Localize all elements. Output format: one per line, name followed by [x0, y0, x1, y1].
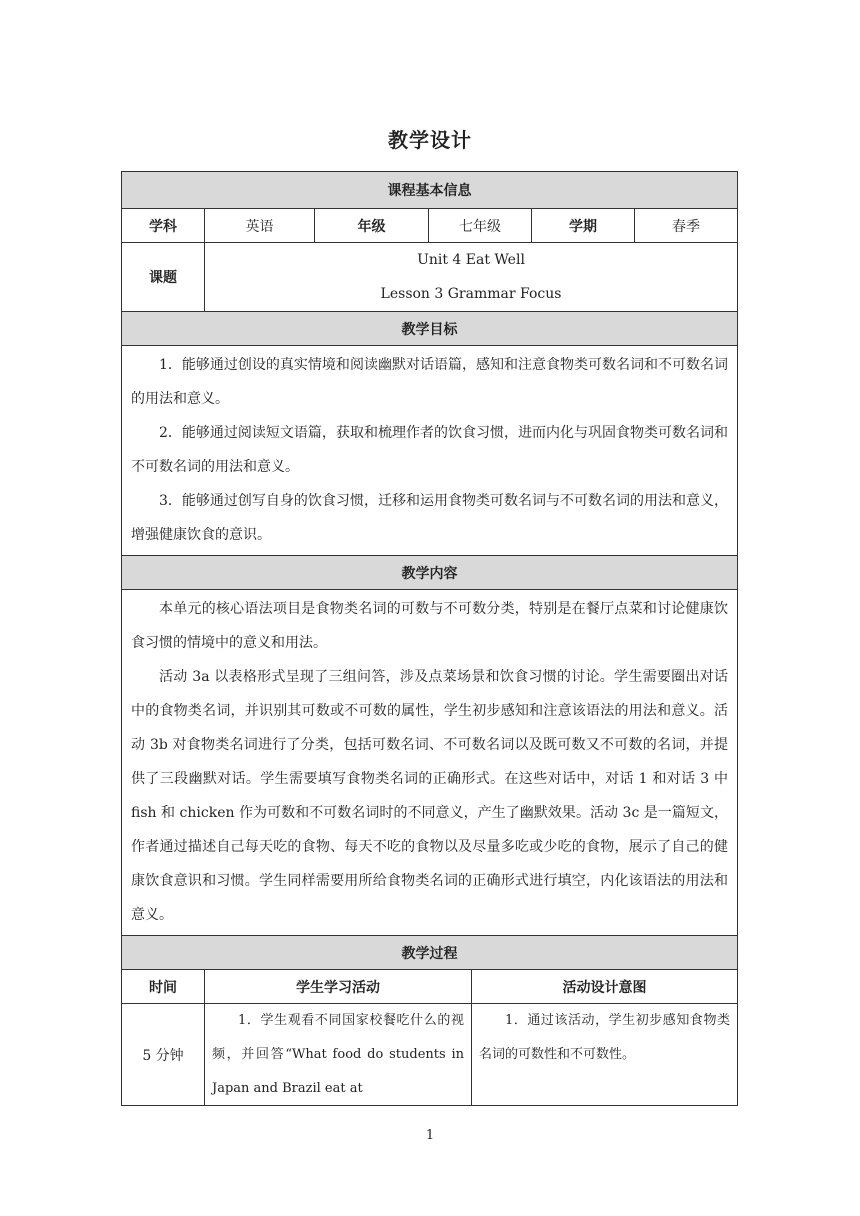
section-header-process [122, 935, 737, 969]
col-intent-header: 活动设计意图 [471, 970, 737, 1003]
topic-label: 课题 [149, 270, 177, 286]
process-intent-cell [471, 1004, 737, 1105]
process-activity: 1．学生观看不同国家校餐吃什么的视频，并回答“What food do students in Japan and Brazil eat at [212, 1013, 464, 1096]
objectives-body [122, 346, 737, 555]
process-row [122, 1003, 737, 1105]
topic-value [204, 243, 737, 311]
objective-item: 1．能够通过创设的真实情境和阅读幽默对话语篇，感知和注意食物类可数名词和不可数名词的用法和意义。 [131, 357, 728, 407]
content-paragraph: 本单元的核心语法项目是食物类名词的可数与不可数分类，特别是在餐厅点菜和讨论健康饮食习惯的情境中的意义和用法。 [131, 601, 728, 651]
process-column-header-row [122, 969, 737, 1003]
subject-grade-term-row [122, 208, 737, 242]
subject-value: 英语 [204, 209, 314, 242]
process-intent: 1．通过该活动，学生初步感知食物类名词的可数性和不可数性。 [479, 1013, 730, 1062]
topic-line-2: Lesson 3 Grammar Focus [380, 286, 562, 302]
objectives-body-row [122, 345, 737, 555]
section-header-objectives [122, 311, 737, 345]
grade-label: 年级 [314, 209, 428, 242]
section-header-basic-info [122, 172, 737, 208]
grade-value: 七年级 [428, 209, 531, 242]
page-number: 1 [425, 1128, 435, 1143]
content-body-row [122, 589, 737, 935]
col-activity-header: 学生学习活动 [204, 970, 471, 1003]
process-time: 5 分钟 [142, 1047, 184, 1064]
lesson-plan-table [121, 171, 738, 1106]
objectives-header: 教学目标 [122, 312, 737, 345]
col-time-header: 时间 [149, 979, 177, 996]
term-label: 学期 [531, 209, 634, 242]
process-header: 教学过程 [122, 936, 737, 969]
process-activity-cell [204, 1004, 471, 1105]
basic-info-header: 课程基本信息 [122, 172, 737, 208]
term-value: 春季 [634, 209, 737, 242]
objective-item: 3．能够通过创写自身的饮食习惯，迁移和运用食物类可数名词与不可数名词的用法和意义，增强健康饮食的意识。 [131, 493, 728, 543]
content-paragraph: 活动 3a 以表格形式呈现了三组问答，涉及点菜场景和饮食习惯的讨论。学生需要圈出对话中的食物类名词，并识别其可数或不可数的属性，学生初步感知和注意该语法的用法和意义。活动 3b 对食物类名词进行了分类，包括可数名词、不可数名词以及既可数又不可数的名词，并提供了三段幽默对话。学生需要填写食物类名词的正确形式。在这些对话中，对话 1 和对话 3 中 fish 和 chicken 作为可数和不可数名词时的不同意义，产生了幽默效果。活动 3c 是一篇短文，作者通过描述自己每天吃的食物、每天不吃的食物以及尽量多吃或少吃的食物，展示了自己的健康饮食意识和习惯。学生同样需要用所给食物类名词的正确形式进行填空，内化该语法的用法和意义。 [131, 669, 728, 923]
document-title: 教学设计 [388, 128, 472, 152]
objective-item: 2．能够通过阅读短文语篇，获取和梳理作者的饮食习惯，进而内化与巩固食物类可数名词和不可数名词的用法和意义。 [131, 425, 728, 475]
topic-row [122, 242, 737, 311]
section-header-content [122, 555, 737, 589]
content-body [122, 590, 737, 935]
topic-line-1: Unit 4 Eat Well [417, 252, 525, 268]
content-header: 教学内容 [122, 556, 737, 589]
subject-label: 学科 [149, 218, 177, 235]
